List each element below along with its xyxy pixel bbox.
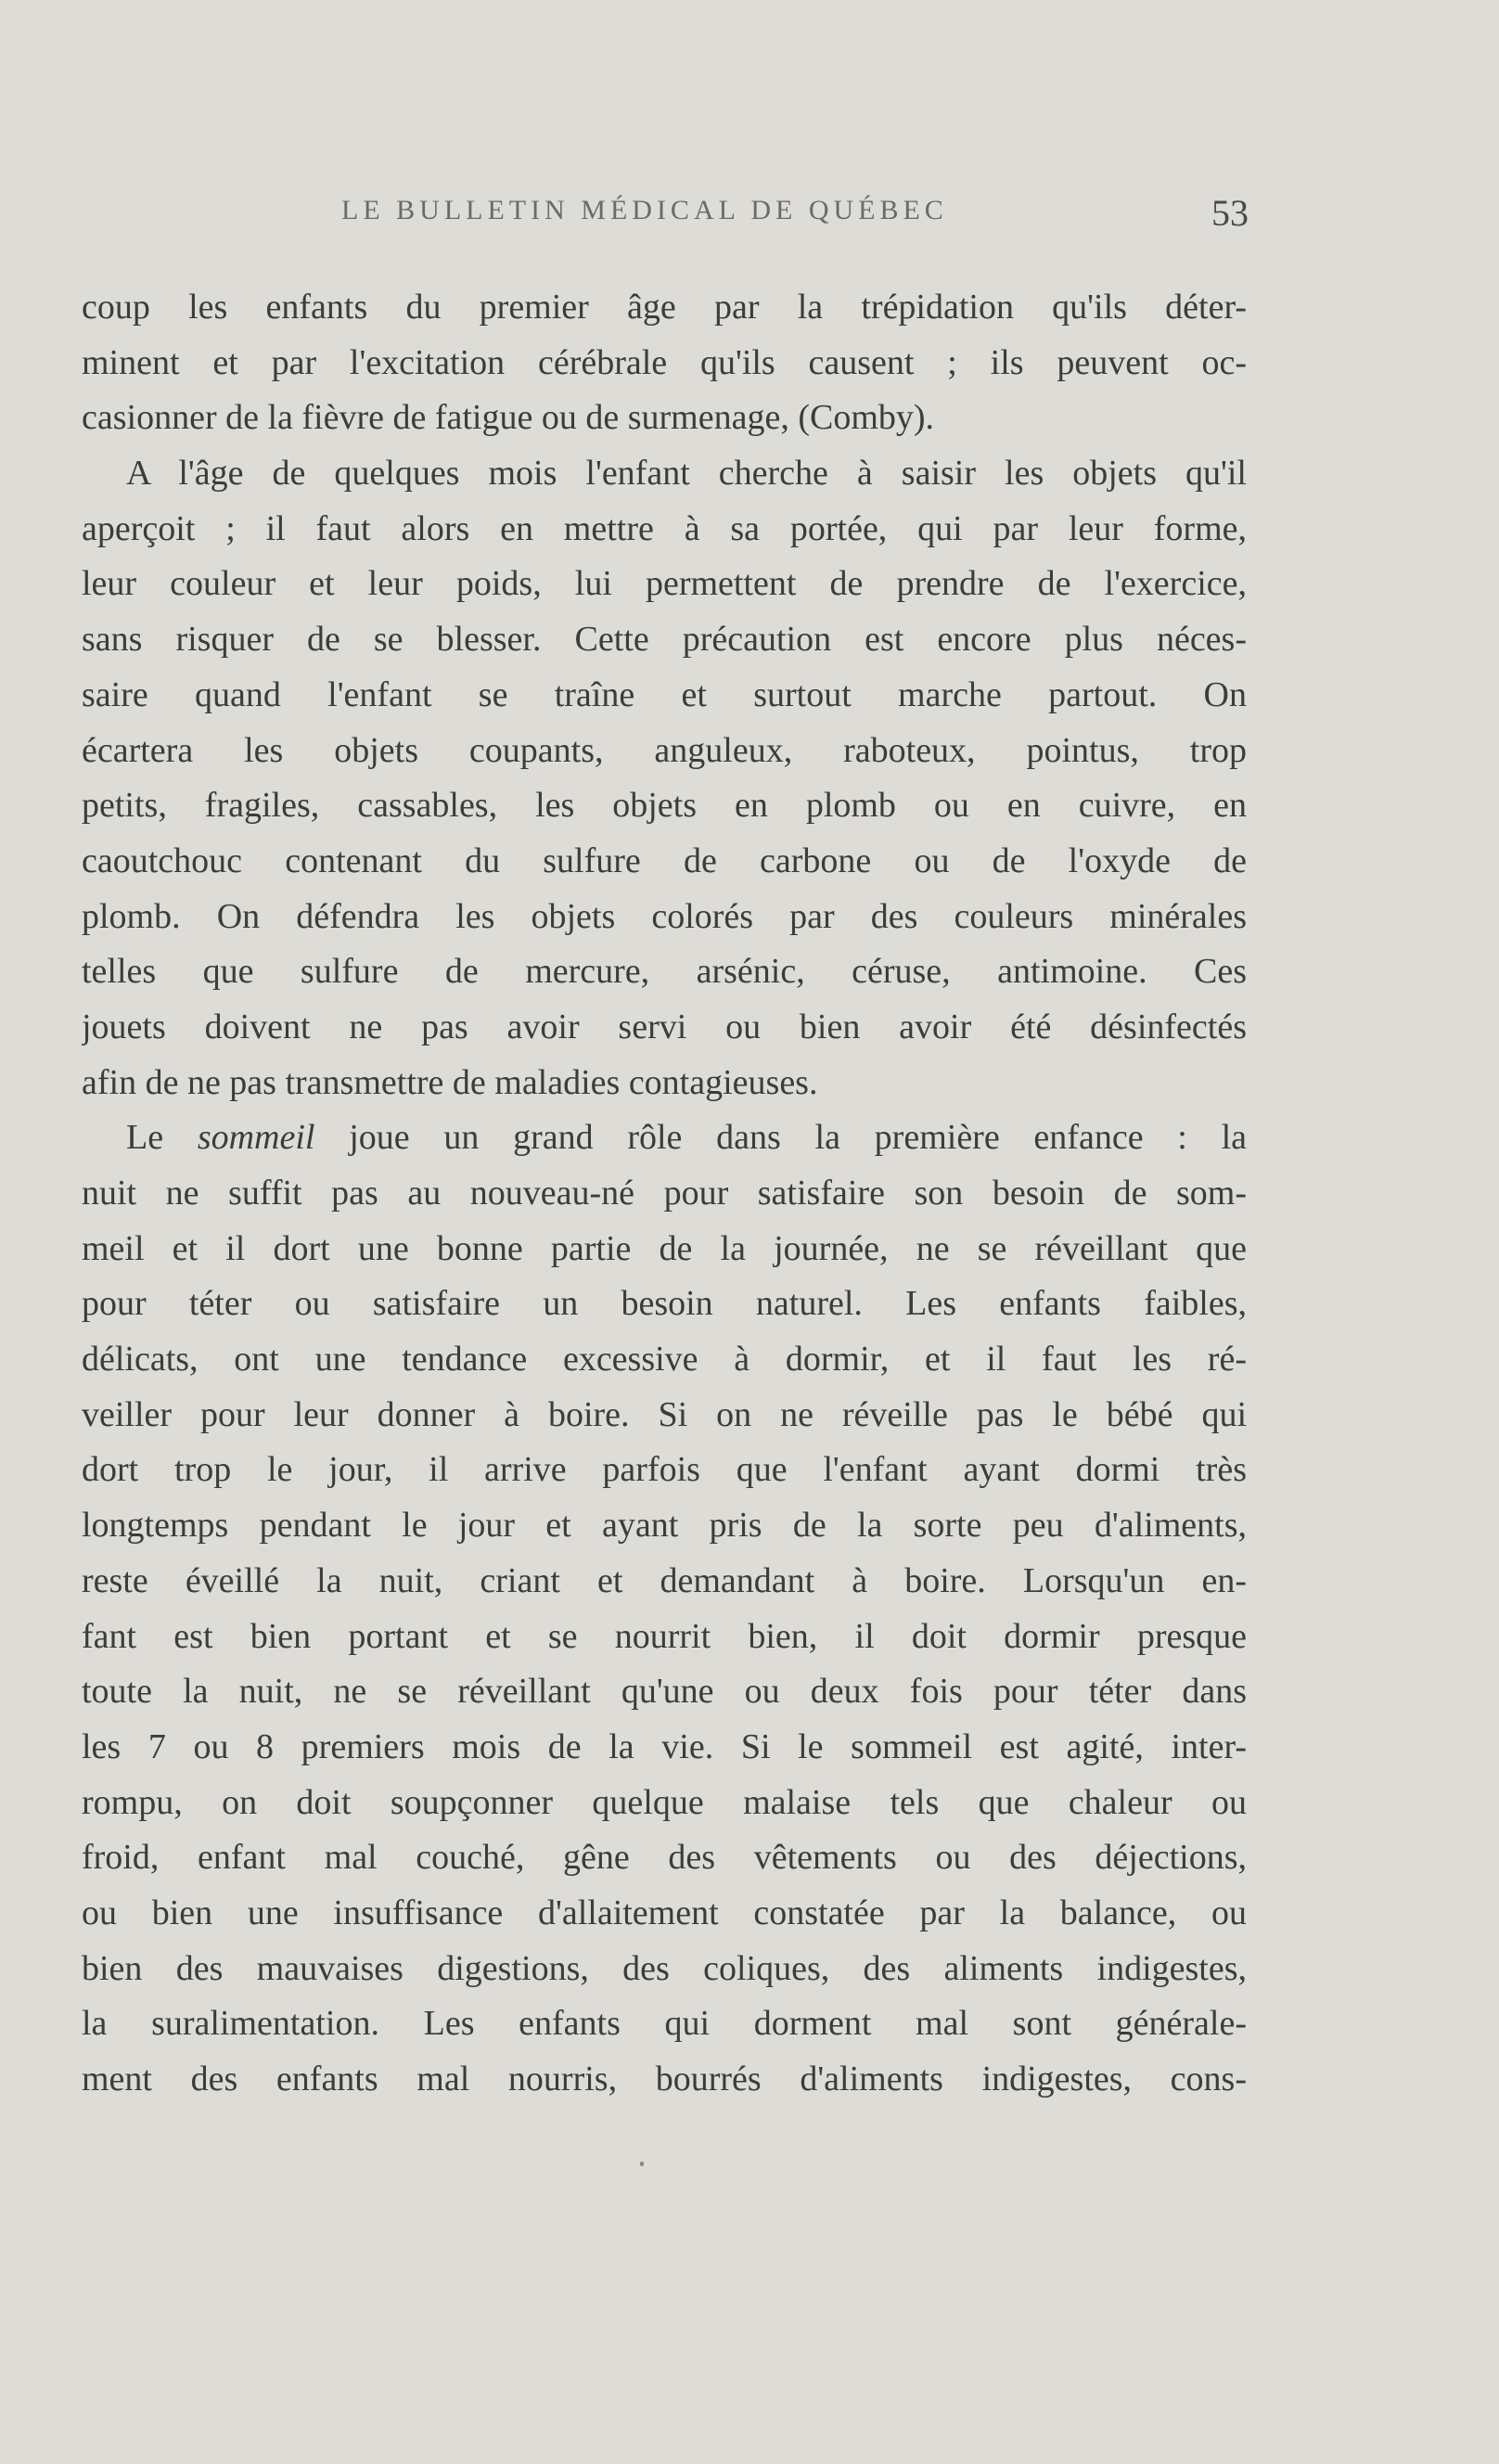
text-line: écartera les objets coupants, anguleux, raboteux, pointus, trop [82, 730, 1247, 770]
text-line: délicats, ont une tendance excessive à dormir, et il faut les ré- [82, 1340, 1247, 1380]
text-line: veiller pour leur donner à boire. Si on ne réveille pas le bébé qui [82, 1394, 1247, 1434]
sommeil-italic-word: sommeil [197, 1118, 315, 1158]
page-number: 53 [1211, 192, 1249, 234]
text-line: jouets doivent ne pas avoir servi ou bien avoir été désinfectés [82, 1007, 1247, 1046]
text-line: fant est bien portant et se nourrit bien, il doit dormir presque [82, 1616, 1247, 1656]
text-line: plomb. On défendra les objets colorés par des couleurs minérales [82, 896, 1247, 936]
text-line: caoutchouc contenant du sulfure de carbone ou de l'oxyde de [82, 841, 1247, 880]
text-line: petits, fragiles, cassables, les objets en plomb ou en cuivre, en [82, 786, 1247, 826]
text-line: nuit ne suffit pas au nouveau-né pour satisfaire son besoin de som- [82, 1174, 1247, 1213]
text-line: rompu, on doit soupçonner quelque malaise tels que chaleur ou [82, 1782, 1247, 1822]
body-text [82, 280, 1247, 2108]
text-line: coup les enfants du premier âge par la trépidation qu'ils déter- [82, 288, 1247, 327]
sommeil-space [314, 1118, 349, 1157]
text-line: les 7 ou 8 premiers mois de la vie. Si le sommeil est agité, inter- [82, 1726, 1247, 1766]
text-line: meil et il dort une bonne partie de la journée, ne se réveillant que [82, 1228, 1247, 1268]
sommeil-lead: Le [126, 1118, 198, 1158]
text-line: casionner de la fièvre de fatigue ou de surmenage, (Comby). [82, 398, 935, 438]
text-line: reste éveillé la nuit, criant et demandant à boire. Lorsqu'un en- [82, 1560, 1247, 1600]
running-title: LE BULLETIN MÉDICAL DE QUÉBEC [341, 195, 948, 225]
text-line: sans risquer de se blesser. Cette précaution est encore plus néces- [82, 620, 1247, 660]
text-line: telles que sulfure de mercure, arsénic, céruse, antimoine. Ces [82, 952, 1247, 992]
sommeil-rest: joue un grand rôle dans la première enfance : la [349, 1118, 1247, 1158]
text-line: dort trop le jour, il arrive parfois que l'enfant ayant dormi très [82, 1450, 1247, 1490]
text-line: ou bien une insuffisance d'allaitement constatée par la balance, ou [82, 1893, 1247, 1932]
paper-speck [640, 2162, 644, 2166]
text-line: longtemps pendant le jour et ayant pris de la sorte peu d'aliments, [82, 1506, 1247, 1546]
text-line: minent et par l'excitation cérébrale qu'ils causent ; ils peuvent oc- [82, 342, 1247, 382]
text-line: toute la nuit, ne se réveillant qu'une ou deux fois pour téter dans [82, 1672, 1247, 1712]
text-line: afin de ne pas transmettre de maladies contagieuses. [82, 1062, 818, 1102]
text-line: pour téter ou satisfaire un besoin naturel. Les enfants faibles, [82, 1284, 1247, 1324]
text-line: saire quand l'enfant se traîne et surtout marche partout. On [82, 674, 1247, 714]
text-line: leur couleur et leur poids, lui permettent de prendre de l'exercice, [82, 564, 1247, 604]
text-line: aperçoit ; il faut alors en mettre à sa portée, qui par leur forme, [82, 508, 1247, 548]
text-line: la suralimentation. Les enfants qui dorment mal sont générale- [82, 2004, 1247, 2044]
text-line: froid, enfant mal couché, gêne des vêtements ou des déjections, [82, 1838, 1247, 1878]
text-line: bien des mauvaises digestions, des coliques, des aliments indigestes, [82, 1948, 1247, 1988]
text-line: A l'âge de quelques mois l'enfant cherche à saisir les objets qu'il [126, 454, 1247, 494]
text-line-sommeil [82, 1110, 1247, 1166]
text-line: ment des enfants mal nourris, bourrés d'aliments indigestes, cons- [82, 2060, 1247, 2098]
